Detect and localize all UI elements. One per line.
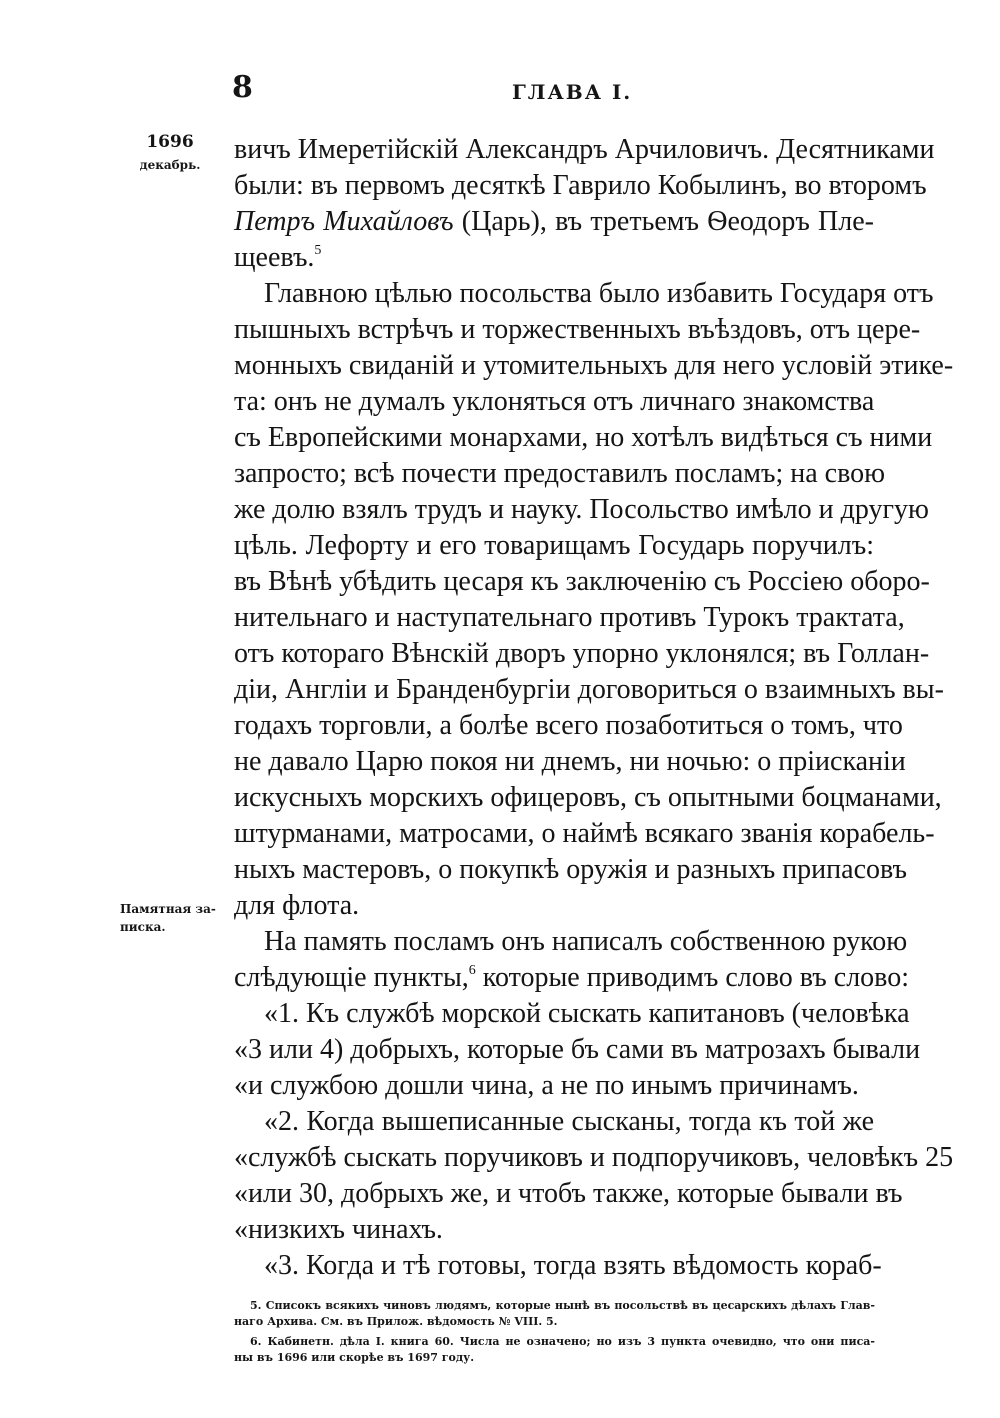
text-line: были: въ первомъ десяткѣ Гаврило Кобылинъ, во второмъ: [234, 170, 927, 201]
text-line: не давало Царю покоя ни днемъ, ни ночью: о прiисканiи: [234, 746, 906, 777]
text-line: ныхъ мастеровъ, о покупкѣ оружія и разныхъ припасовъ: [234, 854, 907, 885]
text-line: искусныхъ морскихъ офицеровъ, съ опытными боцманами,: [234, 782, 942, 813]
text-line: «2. Когда вышеписанные сысканы, тогда къ той же: [264, 1106, 874, 1137]
text-line: «низкихъ чинахъ.: [234, 1214, 443, 1245]
margin-note-memo-line2: писка.: [120, 920, 166, 934]
text-span: которые приводимъ слово въ слово:: [475, 962, 909, 993]
text-line: въ Вѣнѣ убѣдить цесаря къ заключенію съ Россіею оборо-: [234, 566, 930, 597]
running-head: ГЛАВА I.: [512, 80, 633, 104]
text-line: для флота.: [234, 890, 360, 921]
text-span: слѣдующіе пункты,: [234, 962, 469, 993]
text-line: отъ котораго Вѣнскій дворъ упорно уклонялся; въ Голлан-: [234, 638, 930, 669]
text-span: щеевъ.: [234, 242, 315, 273]
footnote-ref-6: 6: [468, 963, 476, 978]
text-line: годахъ торговли, а болѣе всего позаботиться о томъ, что: [234, 710, 903, 741]
text-line: запросто; всѣ почести предоставилъ посламъ; на свою: [234, 458, 886, 489]
footnote-5-line2: наго Архива. См. въ Прилож. вѣдомость № VIII. 5.: [234, 1315, 558, 1328]
text-span: (Царь), въ третьемъ Ѳеодоръ Пле-: [453, 206, 875, 237]
text-line: Главною цѣлью посольства было избавить Государя отъ: [264, 278, 934, 309]
footnote-ref-5: 5: [314, 243, 322, 258]
text-line: [234, 960, 909, 996]
text-line: [234, 240, 874, 276]
page-number: 8: [232, 70, 253, 105]
italic-name: Петръ Михайловъ: [234, 206, 454, 237]
text-line: «1. Къ службѣ морской сыскать капитановъ (человѣка: [264, 998, 910, 1029]
text-line: вичъ Имеретійскій Александръ Арчиловичъ. Десятниками: [234, 134, 935, 165]
text-line: же долю взялъ трудъ и науку. Посольство имѣло и другую: [234, 494, 929, 525]
text-line: монныхъ свиданій и утомительныхъ для него условій этике-: [234, 350, 954, 381]
text-line: пышныхъ встрѣчъ и торжественныхъ въѣздовъ, отъ цере-: [234, 314, 921, 345]
text-line: «3 или 4) добрыхъ, которые бъ сами въ матрозахъ бывали: [234, 1034, 921, 1065]
text-line: діи, Англіи и Бранденбургіи договориться о взаимныхъ вы-: [234, 674, 944, 705]
text-line: та: онъ не думалъ уклоняться отъ личнаго знакомства: [234, 386, 875, 417]
text-line: «службѣ сыскать поручиковъ и подпоручиковъ, человѣкъ 25: [234, 1142, 954, 1173]
text-line: [234, 204, 874, 240]
footnote-5-line1: 5. Списокъ всякихъ чиновъ людямъ, которые нынѣ въ посольствѣ въ цесарскихъ дѣлахъ Глав-: [250, 1299, 875, 1312]
text-line: «3. Когда и тѣ готовы, тогда взять вѣдомость кораб-: [264, 1250, 882, 1281]
footnote-6-line2: ны въ 1696 или скорѣе въ 1697 году.: [234, 1351, 475, 1364]
margin-note-month: декабрь.: [139, 158, 201, 172]
margin-note-year: 1696: [146, 132, 194, 152]
footnote-6-line1: 6. Кабинетн. дѣла I. книга 60. Числа не означено; но изъ 3 пункта очевидно, что они писа-: [250, 1335, 875, 1348]
text-line: съ Европейскими монархами, но хотѣлъ видѣться съ ними: [234, 422, 933, 453]
text-line: цѣль. Лефорту и его товарищамъ Государь поручилъ:: [234, 530, 874, 561]
margin-note-memo-line1: Памятная за-: [120, 902, 216, 916]
text-line: «и службою дошли чина, а не по инымъ причинамъ.: [234, 1070, 859, 1101]
text-line: На память посламъ онъ написалъ собственною рукою: [264, 926, 908, 957]
text-line: штурманами, матросами, о наймѣ всякаго званія корабель-: [234, 818, 935, 849]
text-line: нительнаго и наступательнаго противъ Турокъ трактата,: [234, 602, 905, 633]
text-line: «или 30, добрыхъ же, и чтобъ также, которые бывали въ: [234, 1178, 903, 1209]
